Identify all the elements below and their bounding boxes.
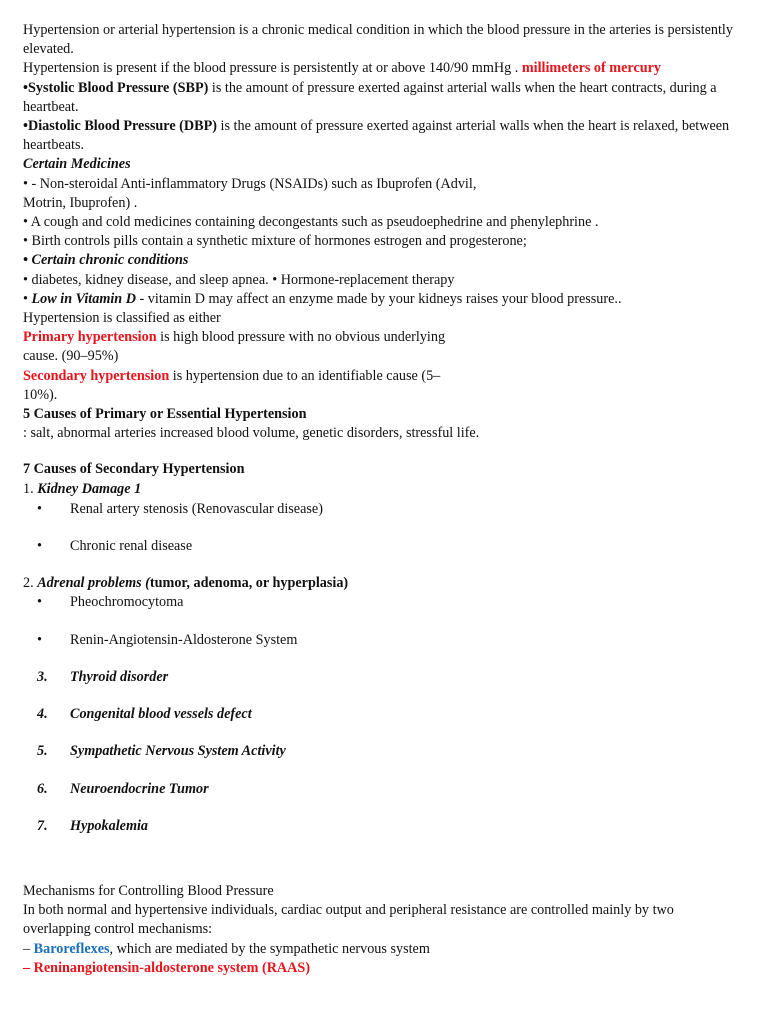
list-item: • Renin-Angiotensin-Aldosterone System	[37, 631, 298, 648]
chronic-line: • diabetes, kidney disease, and sleep apnea. • Hormone-replacement therapy	[23, 271, 455, 288]
adrenal-item: 2. Adrenal problems (tumor, adenoma, or hyperplasia)	[23, 575, 349, 592]
secondary-hypertension: Secondary hypertension is hypertension due to an identifiable cause (5–	[23, 367, 441, 384]
raas-line: – Reninangiotensin-aldosterone system (RAAS)	[23, 959, 311, 976]
dbp-definition: •Diastolic Blood Pressure (DBP) is the amount of pressure exerted against arterial walls when the heart is relaxed, between heartbeats.	[23, 118, 730, 154]
nsaid-line: • - Non-steroidal Anti-inflammatory Drugs (NSAIDs) such as Ibuprofen (Advil,	[23, 175, 477, 192]
document-page	[23, 21, 745, 978]
mmhg-term: millimeters of mercury	[521, 60, 662, 77]
cough-medicine-line: • A cough and cold medicines containing decongestants such as pseudoephedrine and phenylephrine .	[23, 214, 599, 231]
primary-causes-text: : salt, abnormal arteries increased blood volume, genetic disorders, stressful life.	[23, 425, 480, 442]
classified-line: Hypertension is classified as either	[23, 310, 221, 327]
list-item: 4. Congenital blood vessels defect	[37, 706, 252, 723]
chronic-heading: • Certain chronic conditions	[23, 252, 189, 269]
intro-paragraph: Hypertension or arterial hypertension is a chronic medical condition in which the blood pressure in the arteries is persistently elevated.	[23, 22, 733, 58]
vitamin-d-line: • Low in Vitamin D - vitamin D may affect an enzyme made by your kidneys raises your blood pressure..	[23, 290, 622, 307]
list-item: 6. Neuroendocrine Tumor	[37, 780, 209, 797]
threshold-paragraph: Hypertension is present if the blood pressure is persistently at or above 140/90 mmHg . millimeters of mercury	[23, 60, 662, 77]
primary-hypertension-cont: cause. (90–95%)	[23, 348, 119, 365]
primary-causes-heading: 5 Causes of Primary or Essential Hypertension	[23, 406, 307, 423]
list-item: • Chronic renal disease	[37, 538, 193, 555]
list-item: 3. Thyroid disorder	[37, 668, 169, 685]
mechanisms-text: In both normal and hypertensive individuals, cardiac output and peripheral resistance are controlled mainly by two overlapping control mechanisms:	[23, 902, 674, 938]
baroreflexes-line: – Baroreflexes, which are mediated by the sympathetic nervous system	[23, 940, 430, 957]
medicines-heading: Certain Medicines	[23, 156, 131, 173]
secondary-causes-heading: 7 Causes of Secondary Hypertension	[23, 461, 245, 478]
list-item: • Pheochromocytoma	[37, 594, 184, 611]
list-item: • Renal artery stenosis (Renovascular disease)	[37, 500, 323, 517]
nsaid-line-cont: Motrin, Ibuprofen) .	[23, 194, 138, 211]
list-item: 5. Sympathetic Nervous System Activity	[37, 743, 286, 760]
birth-control-line: • Birth controls pills contain a synthetic mixture of hormones estrogen and progesterone;	[23, 233, 527, 250]
sbp-definition: •Systolic Blood Pressure (SBP) is the amount of pressure exerted against arterial walls when the heart contracts, during a heartbeat.	[23, 79, 717, 115]
mechanisms-heading: Mechanisms for Controlling Blood Pressure	[23, 882, 274, 899]
primary-hypertension: Primary hypertension is high blood pressure with no obvious underlying	[23, 329, 446, 346]
kidney-item: 1. Kidney Damage 1	[23, 480, 142, 497]
secondary-hypertension-cont: 10%).	[23, 386, 58, 403]
list-item: 7. Hypokalemia	[37, 817, 149, 834]
